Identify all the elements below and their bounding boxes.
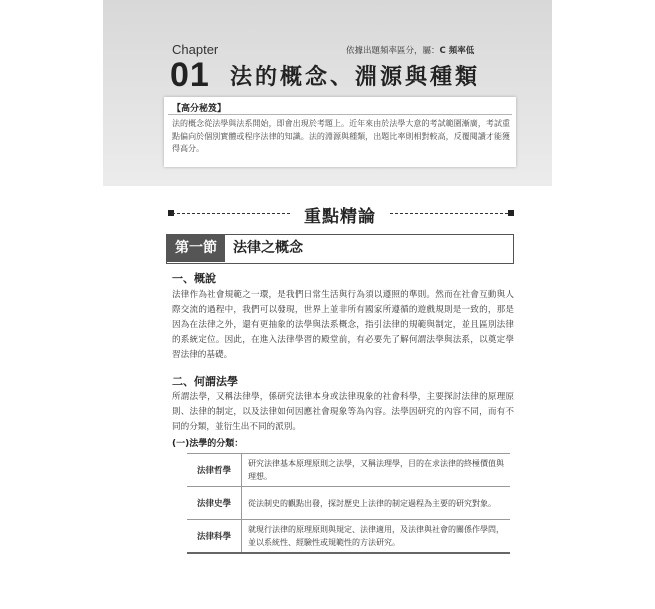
table-row [187, 487, 510, 520]
part2-body: 所謂法學，又稱法律學，係研究法律本身或法律現象的社會科學，主要探討法律的原理原則、法律的制定，以及法律如何因應社會現象等為內容。法學因研究的內容不同，而有不同的分類，並衍生出不同的派別。 [172, 392, 514, 432]
classification-table [187, 453, 510, 554]
part1-heading: 一、概說 [172, 272, 216, 285]
heading-right-rule [390, 213, 508, 214]
part1-body: 法律作為社會規範之一環，是我們日常生活與行為須以遵照的準則。然而在社會互動與人際交流的過程中，我們可以發現，世界上並非所有國家所遵循的遊戲規則是一致的，那是因為在法律之外，還有更抽象的法學與法系概念，指引法律的規範與制定，並且區別法律的系統定位。因此，在進入法律學習的殿堂前，有必要先了解何謂法學與法系，以奠定學習法律的基礎。 [172, 290, 514, 360]
chapter-word: Chapter [172, 42, 219, 57]
heading-left-rule [172, 213, 290, 214]
row-value: 從法制史的觀點出發，探討歷史上法律的制定過程為主要的研究對象。 [242, 487, 511, 520]
tips-body: 法的概念從法學與法系開始，即會出現於考題上。近年來由於法學大意的考試範圍漸廣，考試重點偏向於個別實體或程序法律的知識。法的淵源與種類，出題比率則相對較高，反覆閱讀才能獲得高分。 [172, 119, 510, 153]
table-row [187, 454, 510, 487]
section-tag: 第一節 [167, 235, 225, 262]
classification-label: (一)法學的分類： [172, 439, 244, 449]
section-bar [166, 234, 514, 264]
row-value: 研究法律基本原理原則之法學，又稱法理學，目的在求法律的終極價值與理想。 [242, 454, 511, 487]
row-key: 法律哲學 [187, 454, 242, 487]
row-key: 法律科學 [187, 520, 242, 554]
part2-heading: 二、何謂法學 [172, 375, 238, 388]
section-name: 法律之概念 [233, 240, 303, 256]
frequency-note [346, 44, 474, 56]
heading-right-square [508, 210, 514, 216]
chapter-title: 法的概念、淵源與種類 [230, 65, 481, 90]
tips-box [164, 97, 516, 167]
frequency-grade: C 頻率低 [439, 46, 475, 56]
tips-divider [168, 114, 512, 115]
tips-title: 【高分秘笈】 [172, 104, 227, 114]
row-value: 就現行法律的原理原則與規定、法律適用，及法律與社會的關係作學問，並以系統性、經驗性或規範性的方法研究。 [242, 520, 511, 554]
section-heading [168, 200, 514, 226]
chapter-number: 01 [170, 56, 210, 94]
frequency-prefix: 依據出題頻率區分，屬： [346, 46, 440, 56]
section-heading-text: 重點精論 [304, 207, 376, 227]
table-row [187, 520, 510, 554]
row-key: 法律史學 [187, 487, 242, 520]
